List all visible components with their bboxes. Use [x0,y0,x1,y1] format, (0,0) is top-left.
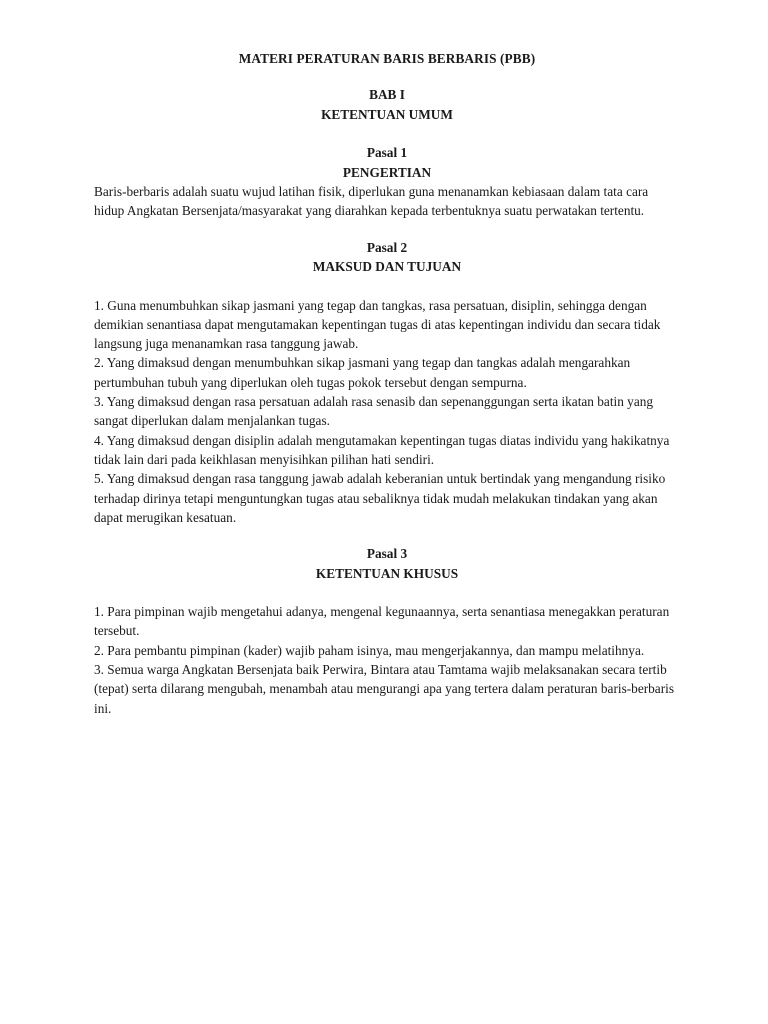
pasal1-text: Baris-berbaris adalah suatu wujud latihan fisik, diperlukan guna menanamkan kebiasaan dalam tata cara hidup Angkatan Bersenjata/masyarakat yang diarahkan kepada terbentuknya suatu perwatakan tertentu. [94,184,649,219]
list-item: 4. Yang dimaksud dengan disiplin adalah mengutamakan kepentingan tugas diatas individu yang hakikatnya tidak lain dari pada keikhlasan menyisihkan pilihan hati sendiri. [94,432,670,467]
list-item: 1. Para pimpinan wajib mengetahui adanya, mengenal kegunaannya, serta senantiasa menegakkan peraturan tersebut. [94,604,670,639]
pasal1-name: PENGERTIAN [342,164,432,180]
bab-number: BAB I [369,87,405,102]
pasal3-number: Pasal 3 [366,546,408,562]
list-item: 2. Para pembantu pimpinan (kader) wajib paham isinya, mau mengerjakannya, dan mampu melatihnya. [94,642,645,658]
document-page [94,49,680,718]
pasal2-list [94,296,680,528]
list-item: 2. Yang dimaksud dengan menumbuhkan sikap jasmani yang tegap dan tangkas adalah mengarahkan pertumbuhan tubuh yang diperlukan oleh tugas pokok tersebut dengan sempurna. [94,355,631,390]
pasal3-list [94,602,680,718]
list-item: 5. Yang dimaksud dengan rasa tanggung jawab adalah keberanian untuk bertindak yang mengandung risiko terhadap dirinya tetapi menguntungkan tugas atau sebaliknya tidak mudah melakukan tindakan yang akan dapat merugikan kesatuan. [94,471,666,525]
bab-name: KETENTUAN UMUM [321,106,453,122]
pasal2-name: MAKSUD DAN TUJUAN [312,259,462,275]
list-item: 3. Semua warga Angkatan Bersenjata baik Perwira, Bintara atau Tamtama wajib melaksanakan secara tertib (tepat) serta dilarang mengubah, menambah atau mengurangi apa yang tertera dalam peraturan baris-berbaris ini. [94,662,674,716]
list-item: 3. Yang dimaksud dengan rasa persatuan adalah rasa senasib dan sepenanggungan serta ikatan batin yang sangat diperlukan dalam menjalankan tugas. [94,394,654,429]
pasal3-name: KETENTUAN KHUSUS [315,565,459,581]
list-item: 1. Guna menumbuhkan sikap jasmani yang tegap dan tangkas, rasa persatuan, disiplin, sehingga dengan demikian senantiasa dapat mengutamakan kepentingan tugas di atas kepentingan individu dan secara tidak langsung juga menanamkan rasa tanggung jawab. [94,297,661,352]
document-title: MATERI PERATURAN BARIS BERBARIS (PBB) [238,51,536,66]
pasal2-number: Pasal 2 [366,239,408,255]
pasal1-number: Pasal 1 [366,145,408,160]
